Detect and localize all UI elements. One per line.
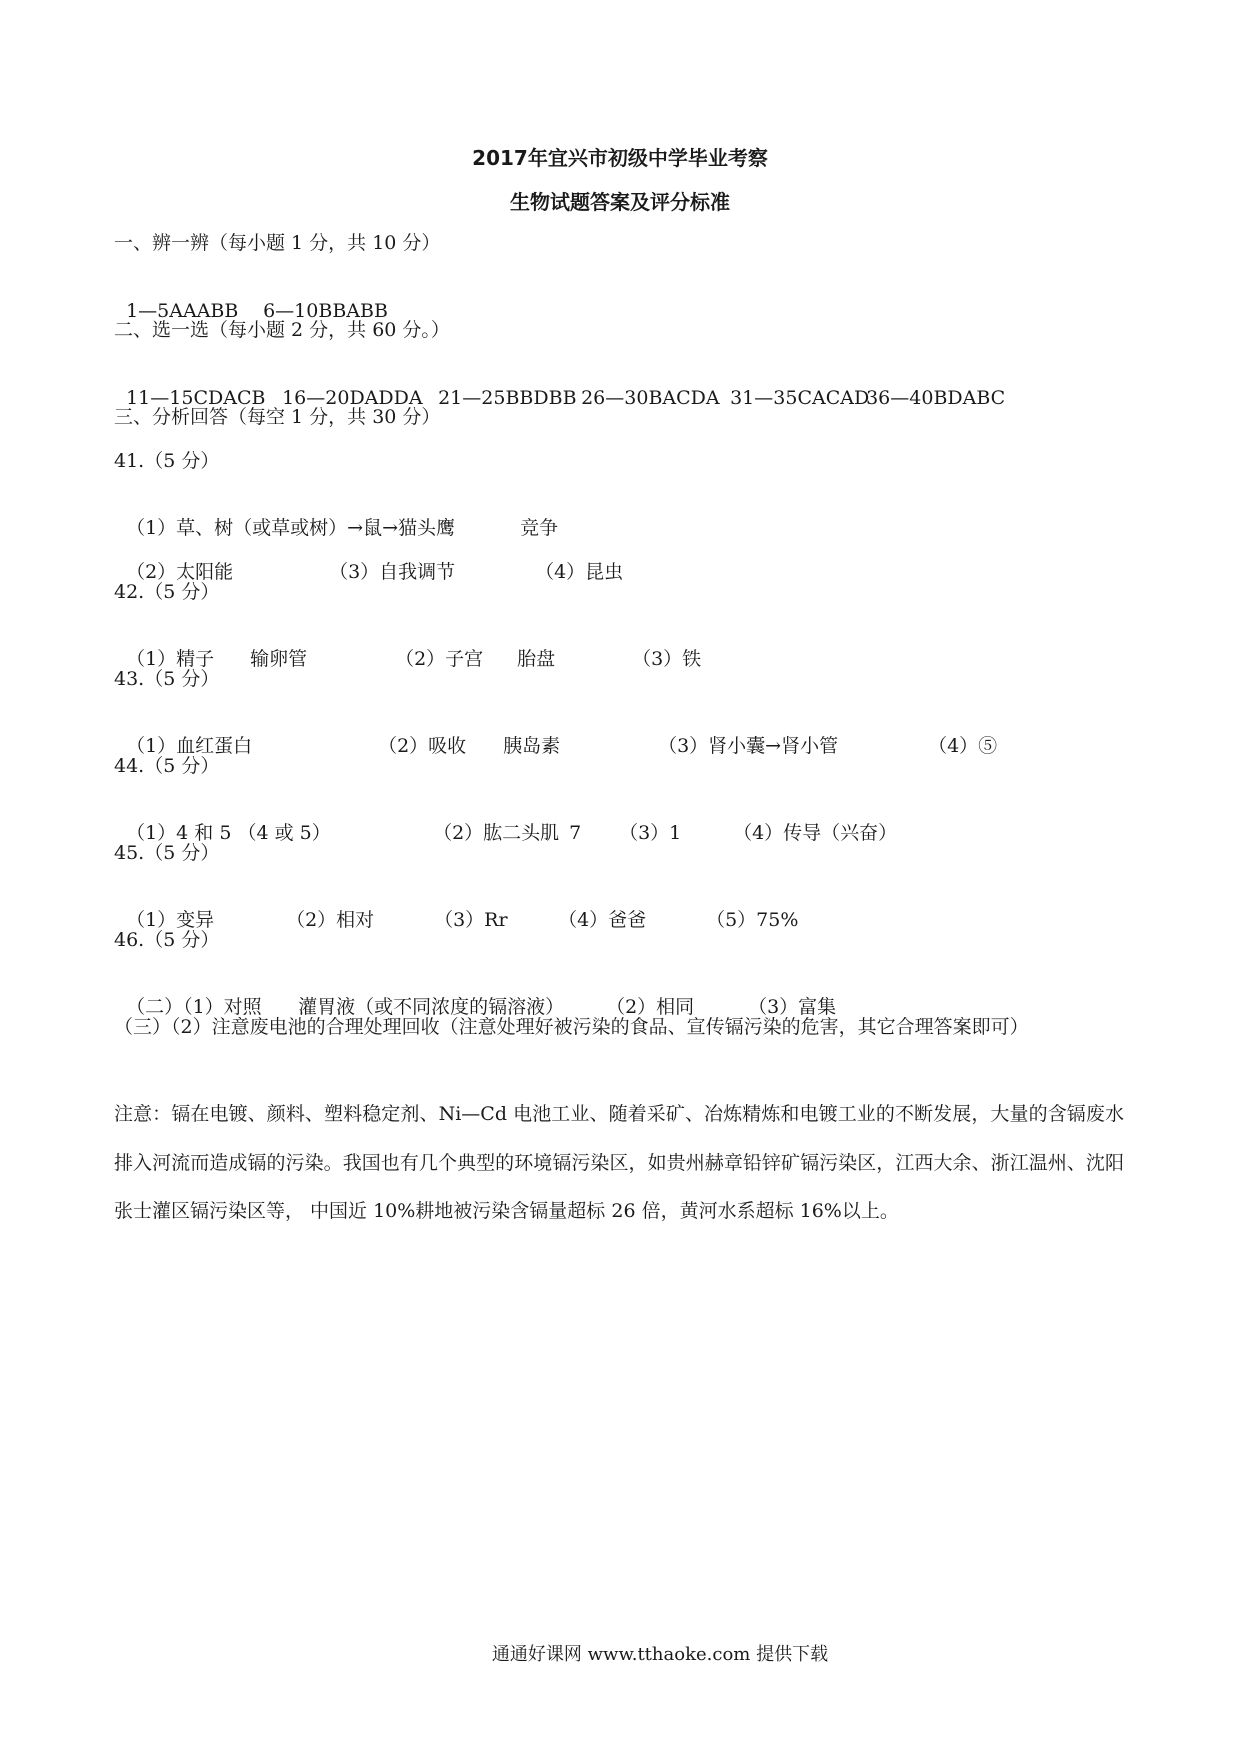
answer: （5）75% bbox=[706, 909, 799, 931]
answer: （4）爸爸 bbox=[558, 909, 647, 931]
answer: （1）草、树（或草或树）→鼠→猫头鹰 bbox=[126, 517, 456, 539]
answer: 输卵管 bbox=[250, 648, 308, 670]
answer: 竞争 bbox=[520, 517, 559, 539]
answer: （1）变异 bbox=[126, 909, 215, 931]
answer-group: 6—10BBABB bbox=[263, 300, 388, 322]
q42-label: 42.（5 分） bbox=[114, 581, 220, 603]
answer-group: 21—25BBDBB bbox=[438, 387, 577, 409]
answer: （3）肾小囊→肾小管 bbox=[658, 735, 839, 757]
answer-group: 11—15CDACB bbox=[126, 387, 266, 409]
answer: （2）相同 bbox=[606, 996, 695, 1018]
q44-label: 44.（5 分） bbox=[114, 755, 220, 777]
q41-answers-row2 bbox=[114, 536, 623, 584]
page-title: 2017年宜兴市初级中学毕业考察 bbox=[472, 146, 768, 170]
answer: （1）血红蛋白 bbox=[126, 735, 253, 757]
answer: （4）⑤ bbox=[928, 735, 998, 757]
answer: （2）太阳能 bbox=[126, 561, 234, 583]
answer: （4）昆虫 bbox=[535, 561, 624, 583]
answer: （3）1 bbox=[619, 822, 682, 844]
section2-heading: 二、选一选（每小题 2 分，共 60 分。） bbox=[114, 319, 450, 341]
q41-label: 41.（5 分） bbox=[114, 450, 220, 472]
answer: （2）肱二头肌 bbox=[433, 822, 560, 844]
section1-answers bbox=[114, 275, 388, 323]
q41-answers-row1 bbox=[114, 492, 558, 540]
answer: （3）富集 bbox=[748, 996, 837, 1018]
answer: （2）相对 bbox=[286, 909, 375, 931]
answer-group: 36—40BDABC bbox=[866, 387, 1006, 409]
answer: （1）4 和 5 （4 或 5） bbox=[126, 822, 331, 844]
answer-group: 31—35CACAD bbox=[730, 387, 870, 409]
answer: （1）精子 bbox=[126, 648, 215, 670]
section1-heading: 一、辨一辨（每小题 1 分，共 10 分） bbox=[114, 232, 441, 254]
answer: （二）（1）对照 bbox=[126, 996, 262, 1018]
section3-heading: 三、分析回答（每空 1 分，共 30 分） bbox=[114, 406, 441, 428]
section2-answers bbox=[114, 362, 1005, 410]
answer: （3）Rr bbox=[434, 909, 508, 931]
q43-label: 43.（5 分） bbox=[114, 668, 220, 690]
q43-answers bbox=[114, 710, 997, 758]
q46-answer-row2: （三）（2）注意废电池的合理处理回收（注意处理好被污染的食品、宣传镉污染的危害，其它合理答案即可） bbox=[114, 1016, 1029, 1038]
q45-answers bbox=[114, 884, 798, 932]
q46-label: 46.（5 分） bbox=[114, 929, 220, 951]
answer: （3）自我调节 bbox=[329, 561, 456, 583]
answer: （3）铁 bbox=[632, 648, 702, 670]
answer-group: 16—20DADDA bbox=[282, 387, 423, 409]
page-subtitle: 生物试题答案及评分标准 bbox=[510, 190, 730, 214]
answer: （4）传导（兴奋） bbox=[733, 822, 898, 844]
answer: （2）子宫 bbox=[395, 648, 484, 670]
answer-group: 26—30BACDA bbox=[581, 387, 720, 409]
answer-group: 1—5AAABB bbox=[126, 300, 239, 322]
note-paragraph: 注意：镉在电镀、颜料、塑料稳定剂、Ni—Cd 电池工业、随着采矿、冶炼精炼和电镀工业的不断发展，大量的含镉废水排入河流而造成镉的污染。我国也有几个典型的环境镉污染区，如贵州赫章铅锌矿镉污染区，江西大余、浙江温州、沈阳张士灌区镉污染区等， 中国近 10%耕地被污染含镉量超标 26 倍，黄河水系超标 16%以上。 bbox=[114, 1103, 1124, 1222]
q44-answers bbox=[114, 797, 897, 845]
footer-source: 通通好课网 www.tthaoke.com 提供下载 bbox=[491, 1644, 829, 1665]
answer: 胎盘 bbox=[517, 648, 556, 670]
q45-label: 45.（5 分） bbox=[114, 842, 220, 864]
answer: 灌胃液（或不同浓度的镉溶液） bbox=[298, 996, 565, 1018]
answer: （2）吸收 bbox=[378, 735, 467, 757]
answer: 7 bbox=[569, 822, 582, 844]
q42-answers bbox=[114, 623, 701, 671]
answer: 胰岛素 bbox=[503, 735, 561, 757]
